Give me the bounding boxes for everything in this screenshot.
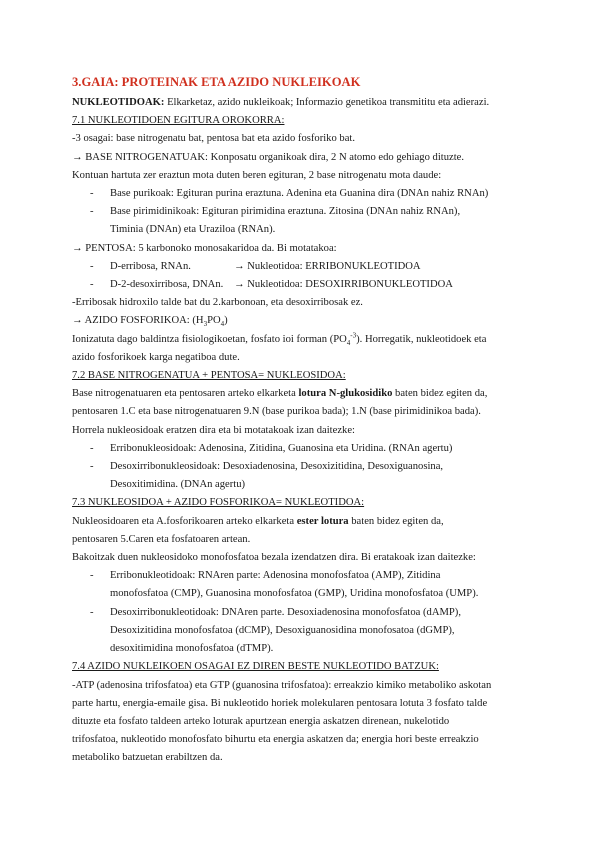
list-item (72, 604, 540, 659)
list-item (72, 440, 540, 458)
section-7-1-heading: 7.1 NUKLEOTIDOEN EGITURA OROKORRA: (72, 115, 285, 127)
paragraph: metaboliko batzuetan erabiltzen da. (72, 752, 223, 764)
list-item (72, 185, 540, 203)
intro-text: Elkarketaz, azido nukleikoak; Informazio genetikoa transmititu eta adierazi. (164, 97, 490, 108)
paragraph (72, 385, 540, 403)
section-7-4-heading: 7.4 AZIDO NUKLEIKOEN OSAGAI EZ DIREN BESTE NUKLEOTIDO BATZUK: (72, 661, 439, 673)
list-item (72, 567, 540, 603)
list-item (72, 203, 540, 239)
section-7-2-heading: 7.2 BASE NITROGENATUA + PENTOSA= NUKLEOSIDOA: (72, 370, 346, 382)
paragraph (72, 312, 540, 330)
superscript: -3 (350, 331, 357, 340)
bullet-dash: - (90, 461, 94, 473)
paragraph: Bakoitzak duen nukleosidoko monofosfatoa bezala izendatzen dira. Bi eratakoak izan daitezke: (72, 552, 476, 564)
list-item-text: Desoxirribonukleotidoak: DNAren parte. Desoxiadenosina monofosfatoa (dAMP), (110, 606, 461, 618)
list-item-result: → Nukleotidoa: DESOXIRRIBONUKLEOTIDOA (234, 279, 453, 291)
list-item-text: desoxitimidina monofosfatoa (dTMP). (110, 643, 274, 655)
paragraph: Kontuan hartuta zer eraztun mota duten beren egituran, 2 base nitrogenatu mota daude: (72, 169, 442, 181)
list-item (72, 258, 540, 276)
list-item (72, 458, 540, 494)
intro-label: NUKLEOTIDOAK: (72, 97, 165, 108)
bold-term: ester lotura (296, 515, 349, 527)
subscript: 3 (203, 320, 208, 329)
list-item-text: Desoxizitidina monofosfatoa (dCMP), Desoxiguanosidina monofosatoa (dGMP), (110, 624, 455, 636)
bullet-dash: - (90, 606, 94, 618)
paragraph: trifosfatoa, nukleotido monofosfato bihurtu eta energia askatzen da; energia hori beste erreakzio (72, 734, 479, 746)
subscript: 4 (346, 338, 351, 347)
text-run: PO (207, 315, 221, 327)
list-item-text: Timinia (DNAn) eta Uraziloa (RNAn). (110, 224, 276, 236)
list-item-text: monofosfatoa (CMP), Guanosina monofosfatoa (GMP), Uridina monofosfatoa (UMP). (110, 588, 479, 600)
bullet-dash: - (90, 279, 94, 291)
paragraph: azido fosforikoek karga negatiboa dute. (72, 351, 240, 363)
text-run: Ionizatuta dago baldintza fisiologikoetan, fosfato ioi forman (PO (72, 333, 347, 345)
text-run: Base nitrogenatuaren eta pentosaren arteko elkarketa (72, 388, 299, 400)
paragraph: parte hartu, energia-emaile gisa. Bi nukleotido horiek molekularen pentosara lotuta 3 fosfato talde (72, 697, 488, 709)
paragraph: Horrela nukleosidoak eratzen dira eta bi motatakoak izan daitezke: (72, 424, 355, 436)
intro-line (72, 94, 540, 112)
page-title: 3.GAIA: PROTEINAK ETA AZIDO NUKLEIKOAK (72, 75, 361, 89)
paragraph: -ATP (adenosina trifosfatoa) eta GTP (guanosina trifosfatoa): erreakzio kimiko metaboliko askotan (72, 679, 492, 691)
text-run: baten bidez egiten da, (348, 515, 444, 527)
list-item-text: Desoxitimidina. (DNAn agertu) (110, 479, 246, 491)
list-item-text: Erribonukleosidoak: Adenosina, Zitidina, Guanosina eta Uridina. (RNAn agertu) (110, 442, 453, 454)
bullet-dash: - (90, 188, 94, 200)
list-item (72, 276, 540, 294)
paragraph (72, 331, 540, 349)
paragraph: -3 osagai: base nitrogenatu bat, pentosa bat eta azido fosforiko bat. (72, 133, 355, 145)
text-run: → AZIDO FOSFORIKOA: (H (72, 315, 204, 327)
bullet-dash: - (90, 206, 94, 218)
paragraph: → BASE NITROGENATUAK: Konposatu organikoak dira, 2 N atomo edo gehiago dituzte. (72, 151, 465, 163)
text-run: baten bidez egiten da, (392, 388, 488, 400)
bullet-dash: - (90, 570, 94, 582)
list-item-result: → Nukleotidoa: ERRIBONUKLEOTIDOA (234, 260, 421, 272)
section-7-3-heading: 7.3 NUKLEOSIDOA + AZIDO FOSFORIKOA= NUKLEOTIDOA: (72, 497, 365, 509)
paragraph (72, 513, 540, 531)
list-item-text: Base pirimidinikoak: Egituran pirimidina eraztuna. Zitosina (DNAn nahiz RNAn), (110, 206, 461, 218)
text-run: ). Horregatik, nukleotidoek eta (356, 333, 487, 345)
paragraph: pentosaren 1.C eta base nitrogenatuaren 9.N (base purikoa bada); 1.N (base pirimidinikoa bada). (72, 406, 481, 418)
list-item-text: D-erribosa, RNAn. (110, 260, 191, 272)
paragraph: → PENTOSA: 5 karbonoko monosakaridoa da. Bi motatakoa: (72, 242, 337, 254)
paragraph: dituzte eta fosfato taldeen arteko loturak apurtzean energia askatzen direnean, nukelotido (72, 715, 450, 727)
list-item-text: Base purikoak: Egituran purina eraztuna. Adenina eta Guanina dira (DNAn nahiz RNAn) (110, 188, 489, 200)
bold-term: lotura N-glukosidiko (298, 388, 393, 400)
bullet-dash: - (90, 442, 94, 454)
bullet-dash: - (90, 260, 94, 272)
paragraph: pentosaren 5.Caren eta fosfatoaren artean. (72, 533, 251, 545)
text-run: ) (224, 315, 228, 327)
text-run: Nukleosidoaren eta A.fosforikoaren arteko elkarketa (72, 515, 297, 527)
list-item-text: D-2-desoxirribosa, DNAn. (110, 279, 224, 291)
paragraph: -Erribosak hidroxilo talde bat du 2.karbonoan, eta desoxirribosak ez. (72, 297, 363, 309)
list-item-text: Desoxirribonukleosidoak: Desoxiadenosina, Desoxizitidina, Desoxiguanosina, (110, 461, 444, 473)
list-item-text: Erribonukleotidoak: RNAren parte: Adenosina monofosfatoa (AMP), Zitidina (110, 570, 441, 582)
subscript: 4 (220, 320, 225, 329)
